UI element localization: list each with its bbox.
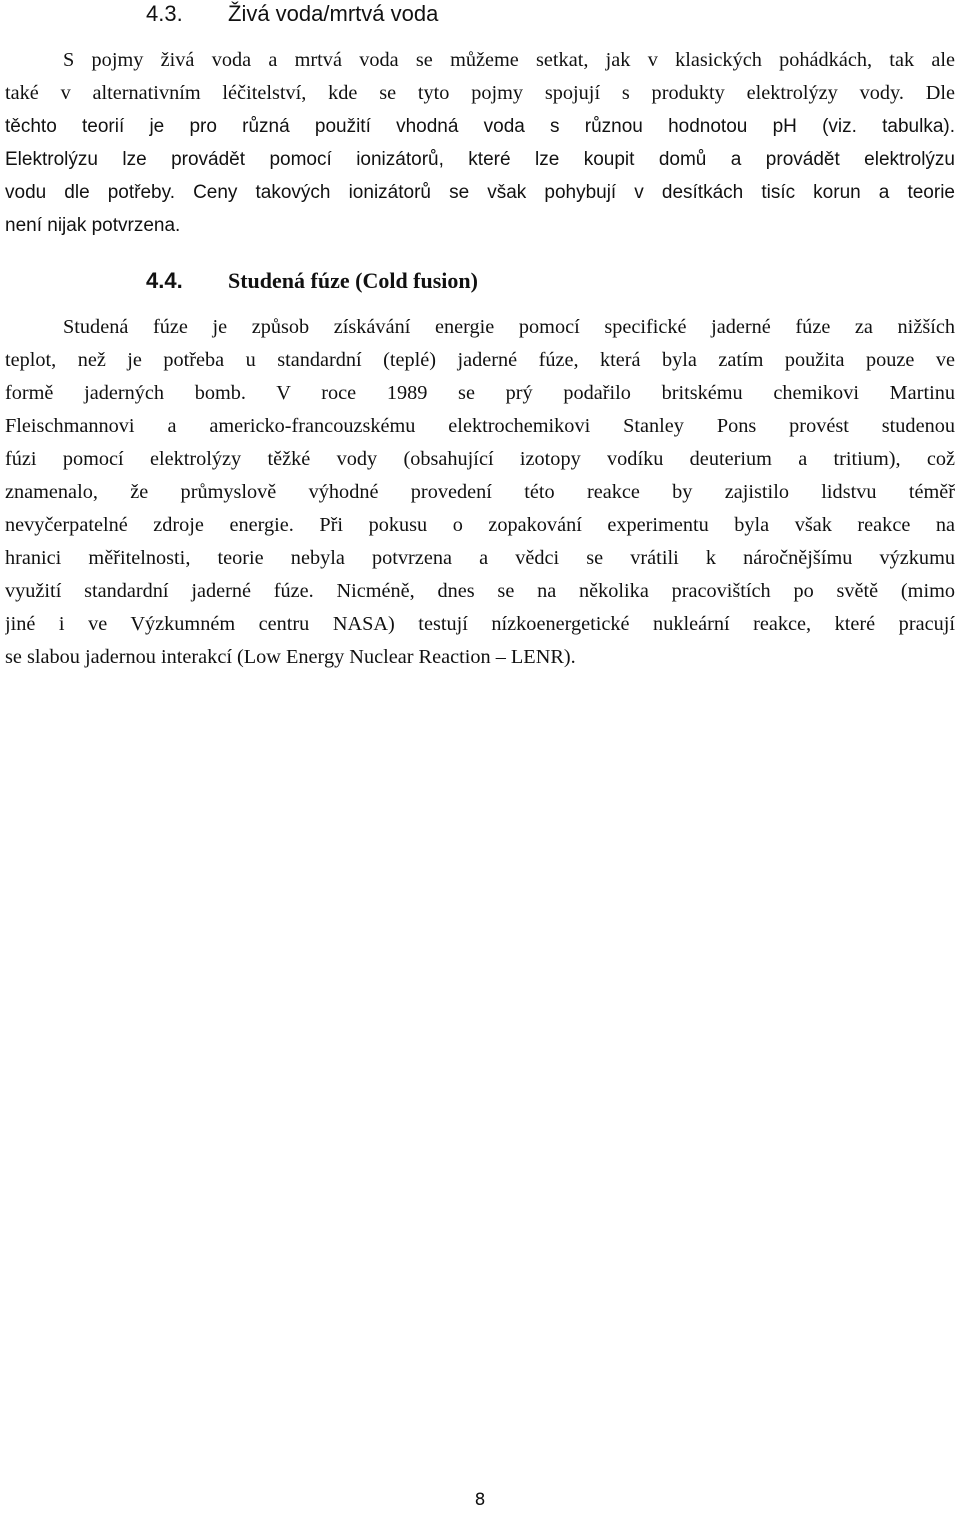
paragraph-line: také v alternativním léčitelství, kde se tyto pojmy spojují s produkty elektrolýzy vody. Dle	[5, 82, 955, 104]
section-number: 4.3.	[146, 1, 183, 26]
paragraph-line: formě jaderných bomb. V roce 1989 se prý podařilo britskému chemikovi Martinu	[5, 382, 955, 404]
paragraph-line: se slabou jadernou interakcí (Low Energy Nuclear Reaction – LENR).	[5, 646, 576, 668]
paragraph-line: Studená fúze je způsob získávání energie pomocí specifické jaderné fúze za nižších	[63, 316, 955, 338]
section-title: Živá voda/mrtvá voda	[228, 1, 439, 26]
section-number: 4.4.	[146, 268, 183, 293]
section-title: Studená fúze (Cold fusion)	[228, 268, 478, 293]
paragraph-line: vodu dle potřeby. Ceny takových ionizátorů se však pohybují v desítkách tisíc korun a teorie	[5, 182, 955, 203]
paragraph-line: není nijak potvrzena.	[5, 215, 181, 236]
paragraph-line: hranici měřitelnosti, teorie nebyla potvrzena a vědci se vrátili k náročnějšímu výzkumu	[5, 547, 955, 569]
paragraph-line: jiné i ve Výzkumném centru NASA) testují nízkoenergetické nukleární reakce, které pracují	[5, 613, 955, 635]
page-number: 8	[474, 1490, 486, 1510]
paragraph-line: využití standardní jaderné fúze. Nicméně, dnes se na několika pracovištích po světě (mimo	[5, 580, 955, 602]
paragraph-line: S pojmy živá voda a mrtvá voda se můžeme setkat, jak v klasických pohádkách, tak ale	[63, 49, 955, 71]
paragraph-line: fúzi pomocí elektrolýzy těžké vody (obsahující izotopy vodíku deuterium a tritium), což	[5, 448, 955, 470]
section-4-3-paragraph	[5, 44, 955, 242]
paragraph-line: Fleischmannovi a americko-francouzskému elektrochemikovi Stanley Pons provést studenou	[5, 415, 955, 437]
paragraph-line: znamenalo, že průmyslově výhodné provedení této reakce by zajistilo lidstvu téměř	[5, 481, 955, 503]
paragraph-line: Elektrolýzu lze provádět pomocí ionizátorů, které lze koupit domů a provádět elektrolýzu	[5, 149, 955, 170]
section-heading-4-4	[146, 268, 478, 294]
section-4-4-paragraph	[5, 311, 955, 674]
paragraph-line: těchto teorií je pro různá použití vhodná voda s různou hodnotou pH (viz. tabulka).	[5, 116, 955, 137]
paragraph-line: teplot, než je potřeba u standardní (teplé) jaderné fúze, která byla zatím použita pouze ve	[5, 349, 955, 371]
paragraph-line: nevyčerpatelné zdroje energie. Při pokusu o zopakování experimentu byla však reakce na	[5, 514, 955, 536]
section-heading-4-3	[146, 1, 438, 27]
